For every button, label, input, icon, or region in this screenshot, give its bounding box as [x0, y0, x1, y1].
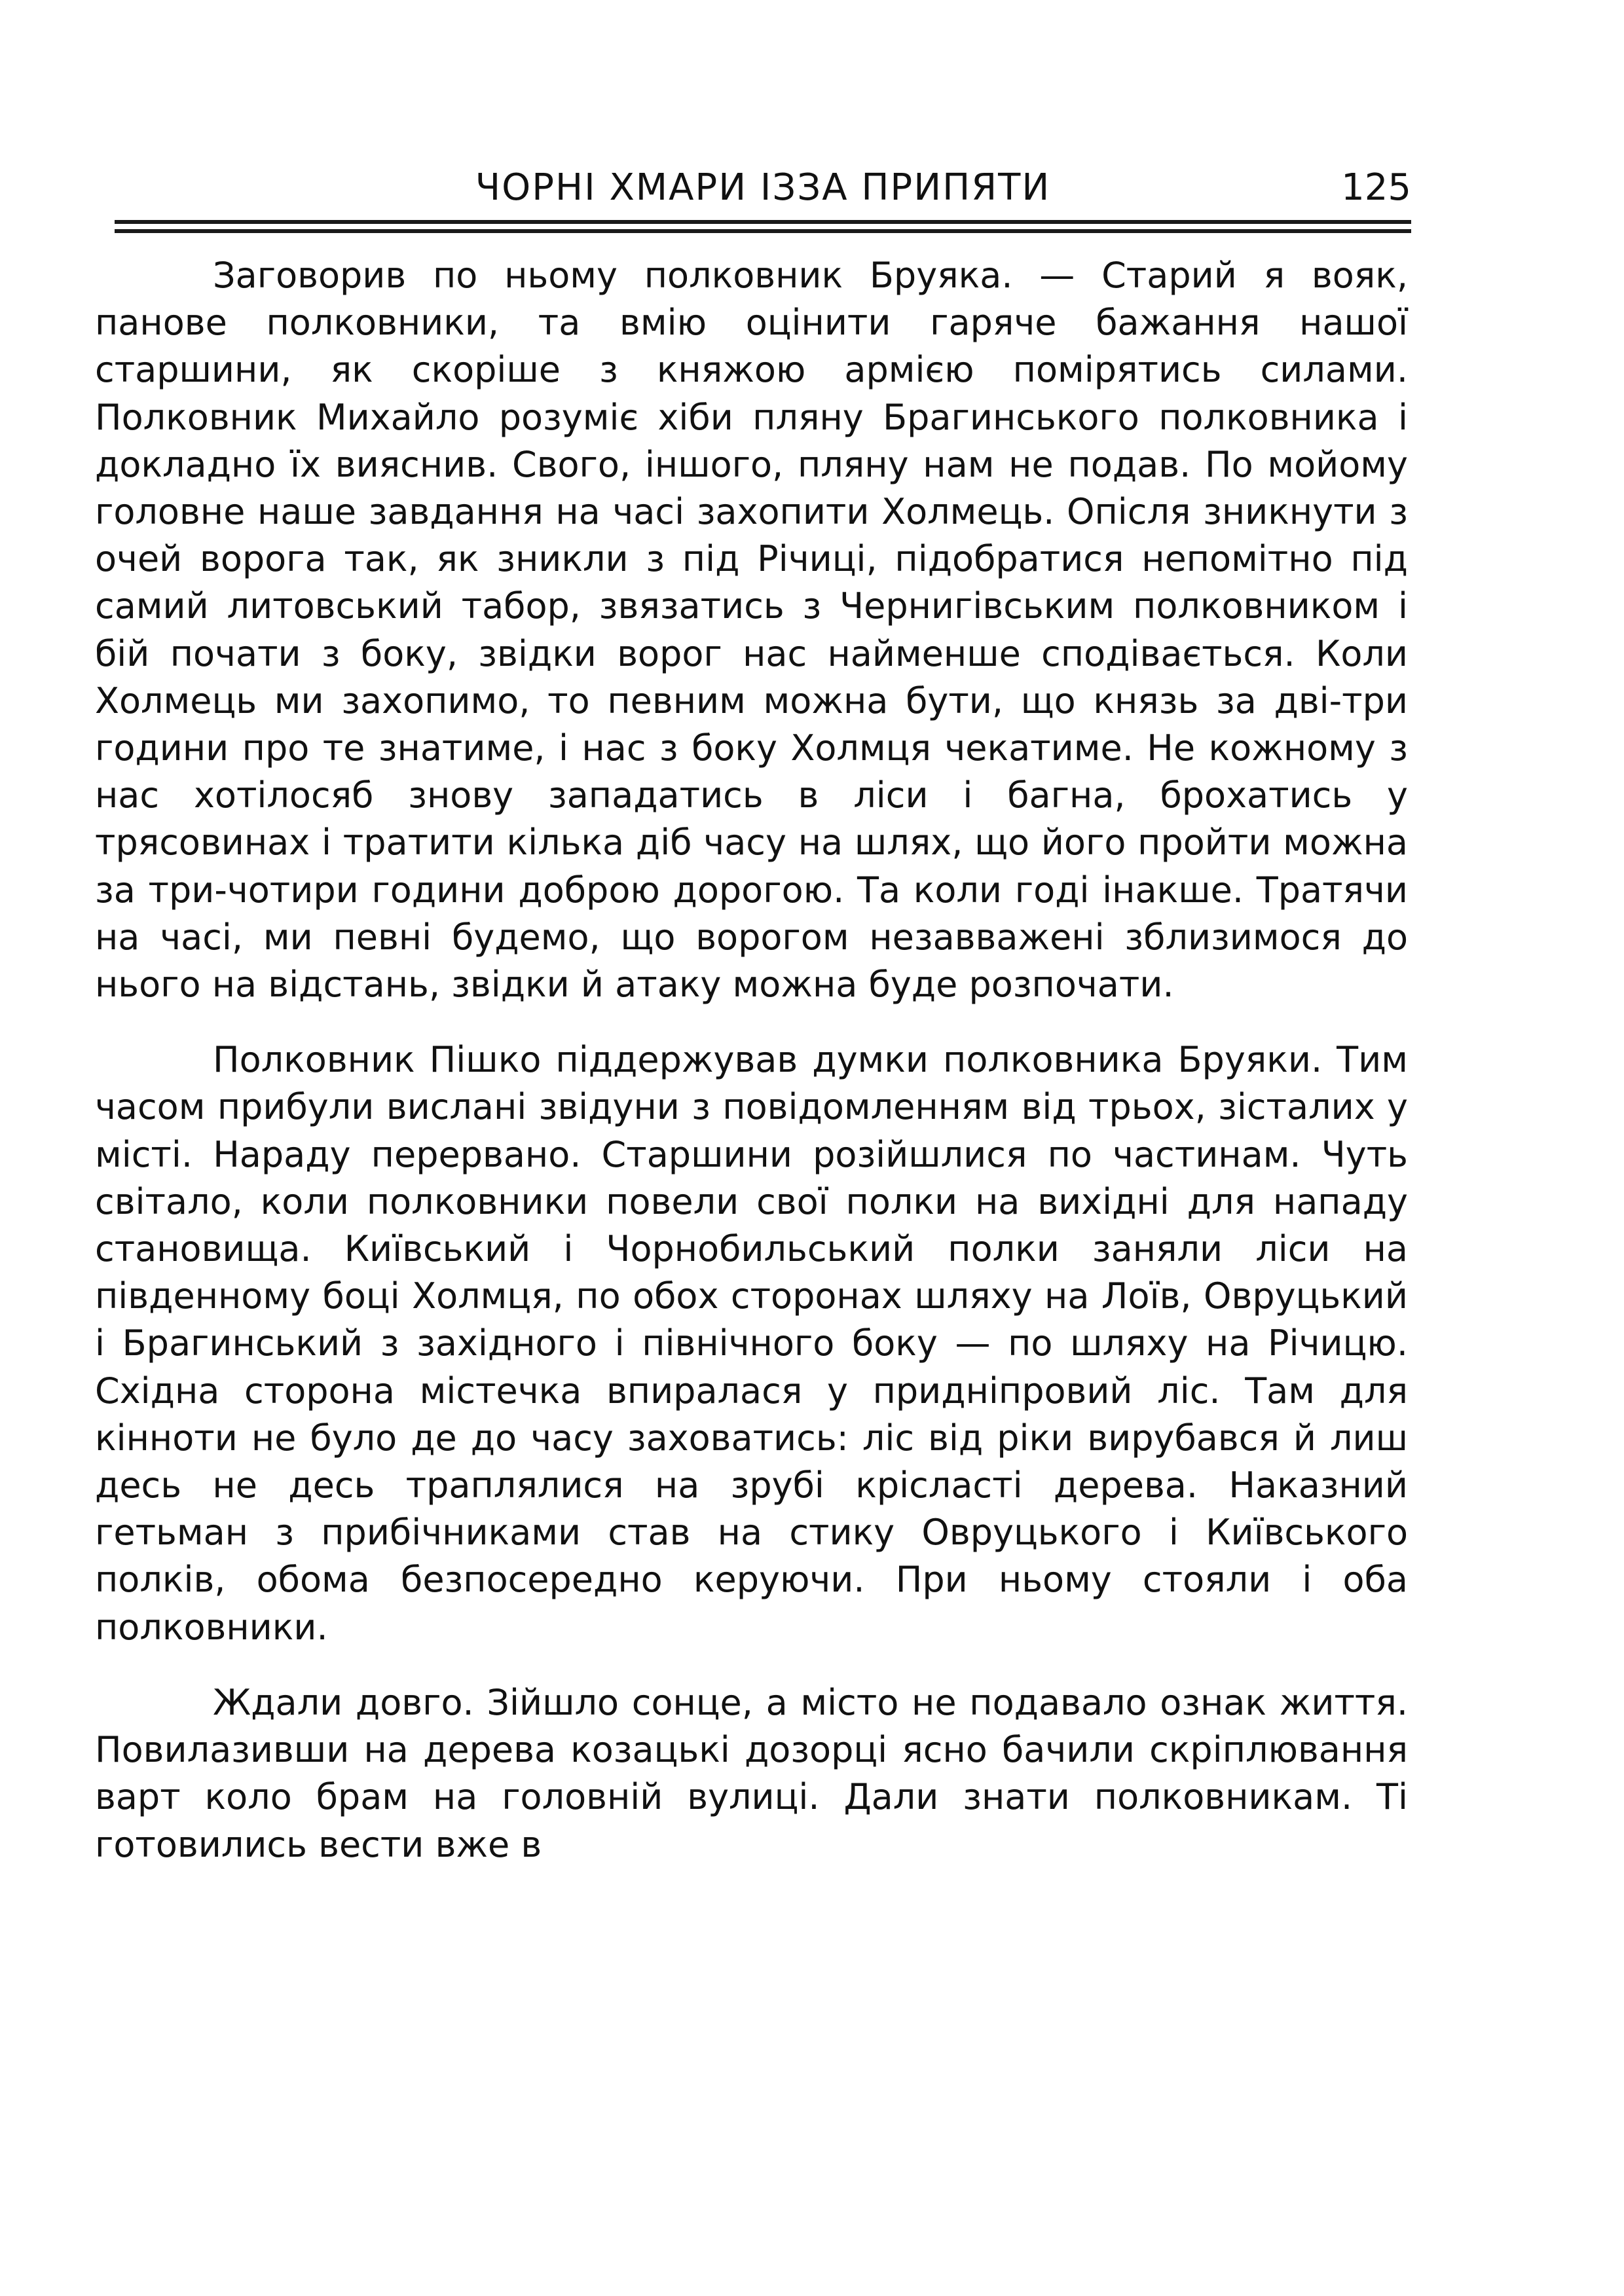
paragraph: Заговорив по ньому полковник Бруяка. — Старий я вояк, панове полковники, та вмію оцінити гаряче бажання нашої старшини, як скоріше з княжою армією помірятись силами. Полковник Михайло розуміє хіби пляну Брагинського полковника і докладно їх вияснив. Свого, іншого, пляну нам не подав. По мойому головне наше завдання на часі захопити Холмець. Опісля зникнути з очей ворога так, як зникли з під Річиці, підобратися непомітно під самий литовський табор, звязатись з Чернигівським полковником і бій почати з боку, звідки ворог нас найменше сподівається. Коли Холмець ми захопимо, то певним можна бути, що князь за дві-три години про те знатиме, і нас з боку Холмця чекатиме. Не кожному з нас хотілосяб знову западатись в ліси і багна, брохатись у трясовинах і тратити кілька діб часу на шлях, що його пройти можна за три-чотири години доброю дорогою. Та коли годі інакше. Тратячи на часі, ми певні будемо, що ворогом незавважені зблизимося до нього на відстань, звідки й атаку можна буде розпочати. [95, 255, 1408, 1006]
body-text [95, 252, 1408, 1868]
page-number: 125 [1341, 166, 1411, 209]
paragraph: Полковник Пішко піддержував думки полковника Бруяки. Тим часом прибули вислані звідуни з повідомленням від трьох, зісталих у місті. Нараду перервано. Старшини розійшлися по частинам. Чуть світало, коли полковники повели свої полки на вихідні для нападу становища. Київський і Чорнобильський полки заняли ліси на південному боці Холмця, по обох сторонах шляху на Лоїв, Овруцький і Брагинський з західного і північного боку — по шляху на Річицю. Східна сторона містечка впиралася у придніпровий ліс. Там для кінноти не було де до часу заховатись: ліс від ріки вирубався й лиш десь не десь траплялися на зрубі крісласті дерева. Наказний гетьман з прибічниками став на стику Овруцького і Київського полків, обома безпосередно керуючи. При ньому стояли і оба полковники. [95, 1039, 1408, 1648]
header-rule-top [115, 220, 1411, 224]
paragraph: Ждали довго. Зійшло сонце, а місто не подавало ознак життя. Повилазивши на дерева козацькі дозорці ясно бачили скріплювання варт коло брам на головній вулиці. Дали знати полковникам. Ті готовились вести вже в [95, 1681, 1408, 1865]
header-rule-bottom [115, 229, 1411, 233]
page-header [115, 157, 1411, 223]
running-title: ЧОРНІ ХМАРИ ІЗЗА ПРИПЯТИ [475, 166, 1051, 209]
